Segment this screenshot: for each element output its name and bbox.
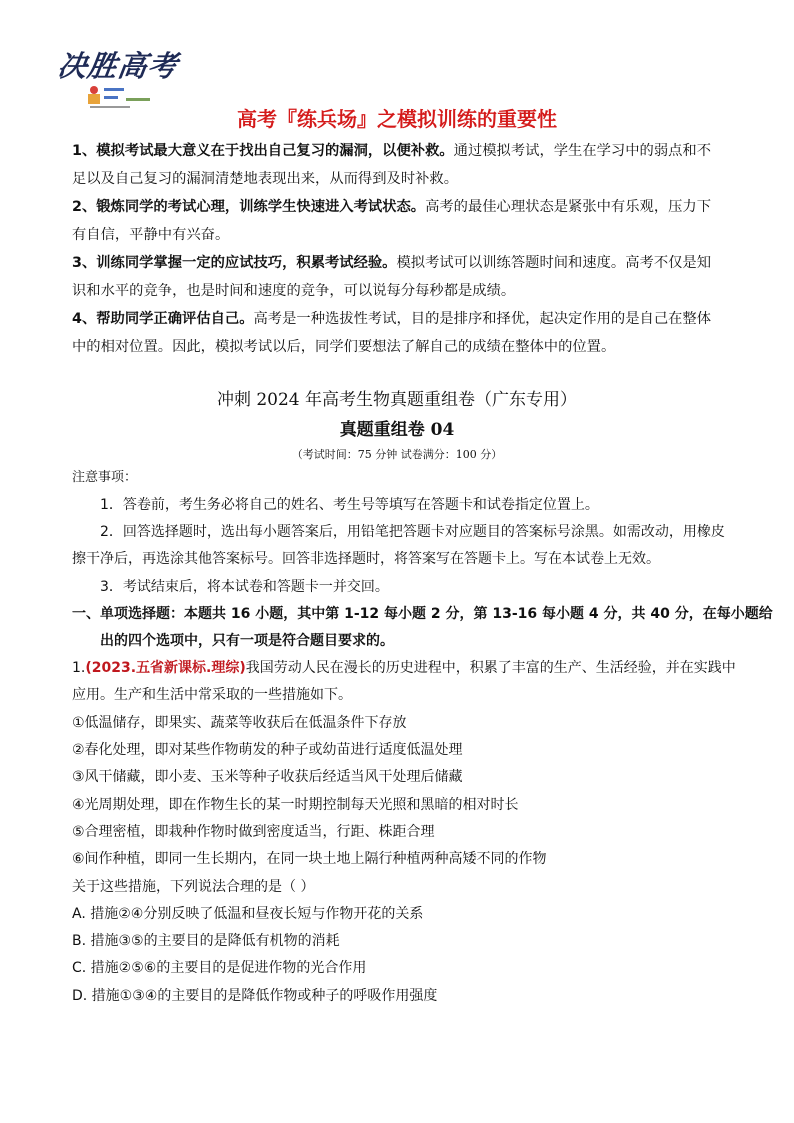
importance-item-3: 3、训练同学掌握一定的应试技巧，积累考试经验。模拟考试可以训练答题时间和速度。高考不仅是知 识和水平的竞争，也是时间和速度的竞争，可以说每分每秒都是成绩。 (72, 255, 712, 299)
banner-title: 高考『练兵场』之模拟训练的重要性 (237, 107, 557, 131)
option-b: B. 措施③⑤的主要目的是降低有机物的消耗 (72, 933, 340, 949)
measure-3: ③风干储藏，即小麦、玉米等种子收获后经适当风干处理后储藏 (72, 769, 463, 785)
exam-meta: （考试时间：75 分钟 试卷满分：100 分） (291, 448, 503, 461)
question-number: 1. (72, 660, 86, 676)
note-1: 1．答卷前，考生务必将自己的姓名、考生号等填写在答题卡和试卷指定位置上。 (100, 497, 599, 513)
importance-item-2: 2、锻炼同学的考试心理，训练学生快速进入考试状态。高考的最佳心理状态是紧张中有乐观，压力下 有自信，平静中有兴奋。 (72, 199, 712, 243)
option-c: C. 措施②⑤⑥的主要目的是促进作物的光合作用 (72, 960, 367, 976)
importance-item-1: 1、模拟考试最大意义在于找出自己复习的漏洞，以便补救。通过模拟考试，学生在学习中的弱点和不 足以及自己复习的漏洞清楚地表现出来，从而得到及时补救。 (72, 143, 712, 187)
section-heading-line-1: 一、单项选择题：本题共 16 小题，其中第 1-12 每小题 2 分，第 13-16 每小题 4 分，共 40 分，在每小题给 (72, 606, 773, 622)
importance-item-4: 4、帮助同学正确评估自己。高考是一种选拔性考试，目的是排序和择优，起决定作用的是自己在整体 中的相对位置。因此，模拟考试以后，同学们要想法了解自己的成绩在整体中的位置。 (72, 311, 712, 355)
measure-2: ②春化处理，即对某些作物萌发的种子或幼苗进行适度低温处理 (72, 742, 463, 758)
logo-text: 决胜高考 (55, 49, 181, 83)
option-a: A. 措施②④分别反映了低温和昼夜长短与作物开花的关系 (72, 906, 424, 922)
section-heading-line-2: 出的四个选项中，只有一项是符合题目要求的。 (100, 633, 394, 649)
question-source: (2023.五省新课标.理综) (85, 660, 246, 676)
exam-title: 冲刺 2024 年高考生物真题重组卷（广东专用） (216, 390, 578, 410)
option-d: D. 措施①③④的主要目的是降低作物或种子的呼吸作用强度 (72, 988, 438, 1004)
notes-heading: 注意事项： (72, 470, 138, 485)
note-2-line-2: 擦干净后，再选涂其他答案标号。回答非选择题时，将答案写在答题卡上。写在本试卷上无效。 (72, 551, 660, 567)
measure-4: ④光周期处理，即在作物生长的某一时期控制每天光照和黑暗的相对时长 (72, 797, 519, 813)
note-2-line-1: 2．回答选择题时，选出每小题答案后，用铅笔把答题卡对应题目的答案标号涂黑。如需改动，用橡皮 (100, 524, 725, 540)
question-1-stem-line-2: 应用。生产和生活中常采取的一些措施如下。 (72, 687, 352, 703)
question-prompt: 关于这些措施，下列说法合理的是（ ） (72, 879, 315, 895)
measure-1: ①低温储存，即果实、蔬菜等收获后在低温条件下存放 (72, 715, 407, 731)
question-1-stem-line-1: 1.(2023.五省新课标.理综)我国劳动人民在漫长的历史进程中，积累了丰富的生产、生活经验，并在实践中 (72, 660, 736, 676)
measure-6: ⑥间作种植，即同一生长期内，在同一块土地上隔行种植两种高矮不同的作物 (72, 851, 547, 867)
measure-5: ⑤合理密植，即栽种作物时做到密度适当，行距、株距合理 (72, 824, 435, 840)
exam-subtitle: 真题重组卷 04 (339, 420, 455, 440)
note-3: 3．考试结束后，将本试卷和答题卡一并交回。 (100, 579, 389, 595)
